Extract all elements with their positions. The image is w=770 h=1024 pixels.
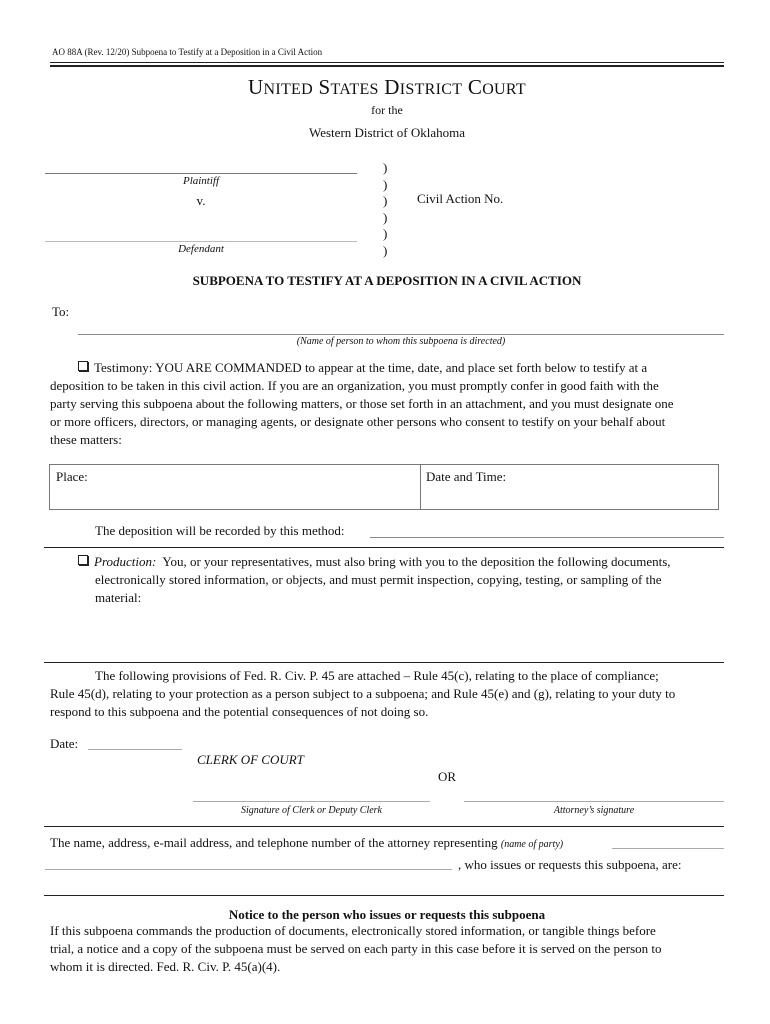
datetime-label: Date and Time: [426,469,507,484]
notice-paragraph: If this subpoena commands the production of documents, electronically stored information, or tangible things before trial, a notice and a copy of the subpoena must be served on each party in this case before it is served on the person to whom it is directed. Fed. R. Civ. P. 45(a)(4). [50,923,662,974]
datetime-field[interactable] [520,467,716,507]
court-word-1: UNITED [248,75,313,99]
to-label: To: [52,304,70,319]
plaintiff-line[interactable] [45,173,357,174]
production-checkbox[interactable] [78,555,88,565]
place-datetime-box [49,464,719,510]
box-divider [420,465,421,509]
section-rule-3 [44,826,724,827]
header-rule-thin [50,62,724,63]
section-rule-4 [44,895,724,896]
caption-parens: ) ) ) ) ) ) [383,160,388,258]
production-materials-field[interactable] [95,608,724,658]
name-of-party-label: (name of party) [500,839,564,850]
defendant-label: Defendant [178,243,224,255]
clerk-signature-line[interactable] [193,801,430,802]
versus-label: v. [196,193,206,208]
recording-method-line[interactable] [370,537,724,538]
court-word-3: DISTRICT [384,75,463,99]
court-word-2: STATES [318,75,379,99]
court-title [50,75,724,100]
or-label: OR [438,769,457,784]
section-rule-2 [44,662,724,663]
civil-action-label: Civil Action No. [417,191,504,206]
provisions-paragraph: The following provisions of Fed. R. Civ. P. 45 are attached – Rule 45(c), relating to the place of compliance; Rule 45(d), relating to your protection as a person subject to a subpoena; and Rule 45(e) and (g), relating to your duty to respond to this subpoena and the potential consequences of not doing so. [50,668,676,719]
recipient-name-line[interactable] [78,334,724,335]
recipient-caption: (Name of person to whom this subpoena is directed) [296,336,506,347]
clerk-signature-caption: Signature of Clerk or Deputy Clerk [241,805,382,816]
date-label: Date: [50,736,79,751]
header-rule-thick [50,65,724,67]
place-label: Place: [56,469,88,484]
form-id: AO 88A (Rev. 12/20) Subpoena to Testify at a Deposition in a Civil Action [52,47,323,57]
court-word-4: COURT [467,75,526,99]
subpoena-heading: SUBPOENA TO TESTIFY AT A DEPOSITION IN A CIVIL ACTION [192,273,582,288]
attorney-line-1: The name, address, e-mail address, and telephone number of the attorney representing (name of party) [50,835,564,850]
testimony-paragraph: Testimony: YOU ARE COMMANDED to appear at the time, date, and place set forth below to testify at a deposition to be taken in this civil action. If you are an organization, you must promptly confer in good faith with the party serving this subpoena about the following matters, or those set forth in an attachment, and you must designate one or more officers, directors, or managing agents, or designate other persons who consent to testify on your behalf about these matters: [50,360,674,447]
testimony-checkbox[interactable] [78,361,88,371]
district-name: Western District of Oklahoma [309,125,465,140]
plaintiff-label: Plaintiff [182,175,220,187]
attorney-line-2: , who issues or requests this subpoena, are: [458,857,682,872]
date-line[interactable] [88,749,182,750]
notice-heading: Notice to the person who issues or requests this subpoena [228,907,546,922]
party-name-line[interactable] [612,848,724,849]
recorded-by-label: The deposition will be recorded by this method: [95,523,345,538]
defendant-line[interactable] [45,241,357,242]
production-paragraph: Production: You, or your representatives, must also bring with you to the deposition the following documents, electronically stored information, or objects, and must permit inspection, copying, testing, or sampling of the material: [78,553,724,607]
attorney-signature-caption: Attorney’s signature [553,805,635,816]
section-rule-1 [44,547,724,548]
place-field[interactable] [100,467,416,507]
party-name-line-2[interactable] [45,869,452,870]
clerk-of-court-label: CLERK OF COURT [197,752,304,767]
for-the-label: for the [371,103,403,117]
attorney-signature-line[interactable] [464,801,724,802]
